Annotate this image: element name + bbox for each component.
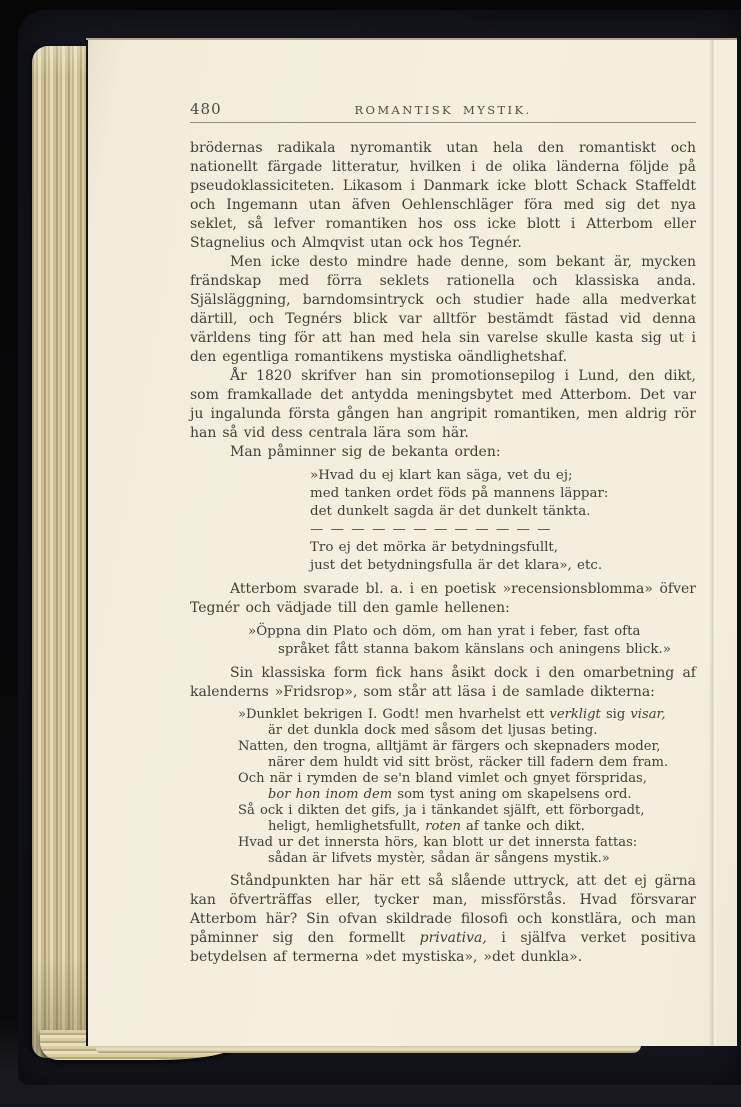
verse-text-italic: bor hon inom dem — [268, 787, 393, 802]
verse-text: sig — [600, 707, 631, 722]
paragraph-2: Men icke desto mindre hade denne, som bekant är, mycken frändskap med förra seklets rationella och klassiska anda. Själsläggning, barndomsintryck och studier hade alla medverkat därtill, och Tegnérs blick var alltför bestämdt fästad vid denna världens ting för att han med hela sin varelse skulle kasta sig ut i den egentliga romantikens mystiska oändlighetshaf. — [190, 254, 696, 365]
text-block — [190, 139, 696, 967]
verse-text: heligt, hemlighetsfullt, — [268, 819, 426, 834]
verse-line: det dunkelt sagda är det dunkelt tänkta. — [310, 504, 591, 519]
book-page — [86, 40, 737, 1046]
paragraph-6: Sin klassiska form fick hans åsikt dock i den omarbetning af kalenderns »Fridsrop», som står att läsa i de samlade dikterna: — [190, 665, 696, 700]
paragraph-text: Ståndpunkten har här ett så slående uttryck, att det ej gärna kan öfverträffas eller, tycker man, missförstås. Hvad försvarar Atterbom här? Sin ofvan skildrade filosofi och konstlära, och man påminner sig den formellt — [190, 873, 696, 946]
verse-quote-3 — [238, 707, 696, 867]
paragraph-1: brödernas radikala nyromantik utan hela den romantiskt och nationellt färgade litteratur, hvilken i de olika länderna följde på pseudoklassiciteten. Likasom i Danmark icke blott Schack Staffeldt och Ingemann utan äfven Oehlenschläger föra med sig det nya seklet, så lefver romantiken hos oss icke blott i Atterbom eller Stagnelius och Almqvist utan ock hos Tegnér. — [190, 140, 696, 251]
verse-line: just det betydningsfulla är det klara», etc. — [310, 558, 603, 573]
verse-text-italic: visar, — [630, 707, 666, 722]
verse-text: af tanke och dikt. — [460, 819, 585, 834]
verse-text-italic: verkligt — [549, 707, 601, 722]
verse-quote-1 — [310, 467, 696, 575]
paragraph-5: Atterbom svarade bl. a. i en poetisk »recensionsblomma» öfver Tegnér och vädjade till den gamle hellenen: — [190, 581, 696, 616]
verse-line: är det dunkla dock med såsom det ljusas beting. — [268, 723, 598, 738]
verse-line: närer dem huldt vid sitt bröst, räcker till fadern dem fram. — [268, 755, 669, 770]
paragraph-text: i själfva verket positiva betydelsen af termerna »det mystiska», »det dunkla». — [190, 930, 696, 965]
verse-quote-2 — [248, 623, 696, 659]
verse-line: »Öppna din Plato och döm, om han yrat i feber, fast ofta — [248, 624, 641, 639]
verse-line: sådan är lifvets mystèr, sådan är sångens mystik.» — [268, 851, 610, 866]
fore-edge-page-stack — [32, 46, 90, 1058]
paragraph-4: Man påminner sig de bekanta orden: — [230, 444, 501, 460]
page-number: 480 — [190, 100, 222, 118]
verse-text: »Dunklet bekrigen I. Godt! men hvarhelst ett — [238, 707, 550, 722]
verse-line: Tro ej det mörka är betydningsfullt, — [310, 540, 559, 555]
paragraph-7 — [190, 872, 696, 967]
verse-line: Natten, den trogna, alltjämt är färgers och skepnaders moder, — [238, 739, 661, 754]
verse-line: Så ock i dikten det gifs, ja i tänkandet själft, ett förborgadt, — [238, 803, 645, 818]
page-header — [190, 100, 696, 123]
running-title: ROMANTISK MYSTIK. — [354, 103, 532, 117]
verse-line — [238, 819, 696, 835]
verse-line: »Hvad du ej klart kan säga, vet du ej; — [310, 468, 573, 483]
paragraph-3: År 1820 skrifver han sin promotionsepilog i Lund, den dikt, som framkallade det antydda meningsbytet med Atterbom. Det var ju ingalunda första gången han angripit romantiken, men aldrig rör han så vid dess centrala lära som här. — [190, 368, 696, 441]
verse-line: Och när i rymden de se'n bland vimlet och gnyet förspridas, — [238, 771, 647, 786]
paragraph-text-italic: privativa, — [419, 930, 487, 946]
page-crease — [709, 40, 717, 1046]
verse-line: Hvad ur det innersta hörs, kan blott ur det innersta fattas: — [238, 835, 638, 850]
verse-line — [238, 707, 696, 723]
verse-line — [238, 787, 696, 803]
verse-text-italic: roten — [425, 819, 461, 834]
verse-text: som tyst aning om skapelsens ord. — [392, 787, 632, 802]
verse-ellipsis-dashes: — — — — — — — — — — — — — [310, 522, 552, 537]
verse-line: språket fått stanna bakom känslans och aningens blick.» — [278, 642, 671, 657]
verse-line: med tanken ordet föds på mannens läppar: — [310, 486, 609, 501]
